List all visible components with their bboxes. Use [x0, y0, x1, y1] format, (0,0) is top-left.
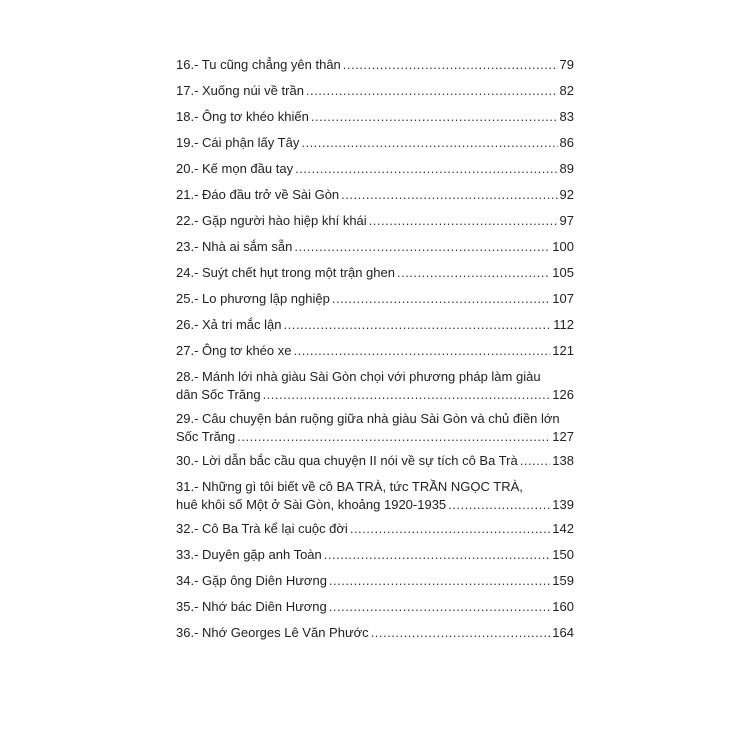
- toc-leader-dots: [237, 428, 550, 446]
- toc-entry: [176, 624, 574, 642]
- toc-entry-page: 92: [559, 187, 574, 202]
- toc-entry-title: 27.- Ông tơ khéo xe: [176, 343, 292, 358]
- toc-entry-title: dân Sốc Trăng: [176, 387, 261, 402]
- toc-entry-page: 100: [552, 239, 574, 254]
- toc-entry-page: 83: [559, 109, 574, 124]
- toc-entry-title: 35.- Nhớ bác Diên Hương: [176, 599, 327, 614]
- toc-leader-dots: [397, 264, 550, 282]
- toc-leader-dots: [293, 342, 550, 360]
- toc-entry-page: 79: [559, 57, 574, 72]
- toc-entry: [176, 82, 574, 100]
- toc-entry-page: 89: [559, 161, 574, 176]
- toc-entry: [176, 264, 574, 282]
- toc-leader-dots: [369, 212, 558, 230]
- toc-entry: [176, 452, 574, 470]
- toc-entry-title: 32.- Cô Ba Trà kể lại cuộc đời: [176, 521, 348, 536]
- toc-entry-title: 22.- Gặp người hào hiệp khí khái: [176, 213, 367, 228]
- toc-entry-title: 17.- Xuống núi về trần: [176, 83, 304, 98]
- toc-leader-dots: [371, 624, 551, 642]
- toc-entry-page: 150: [552, 547, 574, 562]
- toc-entry-title: 21.- Đáo đầu trở về Sài Gòn: [176, 187, 340, 202]
- toc-entry-page: 112: [553, 317, 574, 332]
- toc-entry-title: 30.- Lời dẫn bắc cầu qua chuyện II nói về sự tích cô Ba Trà: [176, 453, 518, 468]
- toc-entry-page: 107: [552, 291, 574, 306]
- toc-entry: [176, 598, 574, 616]
- toc-entry-page: 105: [552, 265, 574, 280]
- toc-entry-page: 138: [552, 453, 574, 468]
- toc-leader-dots: [311, 108, 558, 126]
- toc-entry-page: 97: [559, 213, 574, 228]
- toc-entry-page: 127: [552, 429, 574, 444]
- toc-entry: [176, 160, 574, 178]
- toc-entry-page: 142: [552, 521, 574, 536]
- toc-leader-dots: [343, 56, 558, 74]
- toc-entry-first-line: 31.- Những gì tôi biết về cô BA TRÀ, tức TRẦN NGỌC TRÀ,: [176, 479, 523, 494]
- toc-entry-page: 121: [552, 343, 574, 358]
- toc-entry-title: huê khôi số Một ở Sài Gòn, khoảng 1920-1935: [176, 497, 447, 512]
- toc-entry: [176, 368, 574, 404]
- toc-leader-dots: [324, 546, 551, 564]
- toc-entry: [176, 478, 574, 514]
- toc-entry-title: 20.- Kế mọn đầu tay: [176, 161, 294, 176]
- toc-entry: [176, 186, 574, 204]
- toc-leader-dots: [448, 496, 550, 514]
- toc-leader-dots: [301, 134, 557, 152]
- toc-entry: [176, 520, 574, 538]
- toc-entry: [176, 108, 574, 126]
- toc-entry: [176, 134, 574, 152]
- toc-entry-title: 24.- Suýt chết hụt trong một trận ghen: [176, 265, 395, 280]
- toc-leader-dots: [263, 386, 551, 404]
- toc-entry: [176, 212, 574, 230]
- toc-leader-dots: [284, 316, 552, 334]
- toc-entry-title: 34.- Gặp ông Diên Hương: [176, 573, 327, 588]
- toc-entry-title: 18.- Ông tơ khéo khiến: [176, 109, 309, 124]
- toc-entry-page: 164: [552, 625, 574, 640]
- toc-leader-dots: [306, 82, 558, 100]
- toc-entry-title: 23.- Nhà ai sắm sẵn: [176, 239, 293, 254]
- toc-entry: [176, 56, 574, 74]
- toc-entry-title: 16.- Tu cũng chẳng yên thân: [176, 57, 341, 72]
- table-of-contents: [176, 56, 574, 650]
- toc-entry-title: 36.- Nhớ Georges Lê Văn Phước: [176, 625, 369, 640]
- toc-entry: [176, 572, 574, 590]
- toc-entry: [176, 316, 574, 334]
- toc-leader-dots: [520, 452, 551, 470]
- toc-entry: [176, 410, 574, 446]
- toc-leader-dots: [329, 598, 551, 616]
- toc-entry-first-line: 29.- Câu chuyện bán ruộng giữa nhà giàu Sài Gòn và chủ điền lớn: [176, 411, 560, 426]
- toc-leader-dots: [332, 290, 550, 308]
- toc-entry: [176, 290, 574, 308]
- toc-entry-title: Sốc Trăng: [176, 429, 236, 444]
- toc-entry-title: 26.- Xả tri mắc lận: [176, 317, 282, 332]
- toc-entry-first-line: 28.- Mánh lới nhà giàu Sài Gòn chọi với phương pháp làm giàu: [176, 369, 541, 384]
- toc-entry-page: 160: [552, 599, 574, 614]
- toc-entry-page: 159: [552, 573, 574, 588]
- toc-entry-title: 33.- Duyên gặp anh Toàn: [176, 547, 322, 562]
- toc-entry: [176, 238, 574, 256]
- toc-entry-page: 139: [552, 497, 574, 512]
- toc-leader-dots: [294, 238, 550, 256]
- toc-entry-page: 82: [559, 83, 574, 98]
- toc-entry: [176, 546, 574, 564]
- toc-entry-title: 25.- Lo phương lập nghiệp: [176, 291, 330, 306]
- toc-entry-page: 126: [552, 387, 574, 402]
- toc-leader-dots: [350, 520, 550, 538]
- toc-leader-dots: [329, 572, 550, 590]
- toc-entry-title: 19.- Cái phận lấy Tây: [176, 135, 300, 150]
- toc-entry: [176, 342, 574, 360]
- toc-leader-dots: [295, 160, 557, 178]
- toc-entry-page: 86: [559, 135, 574, 150]
- toc-leader-dots: [341, 186, 557, 204]
